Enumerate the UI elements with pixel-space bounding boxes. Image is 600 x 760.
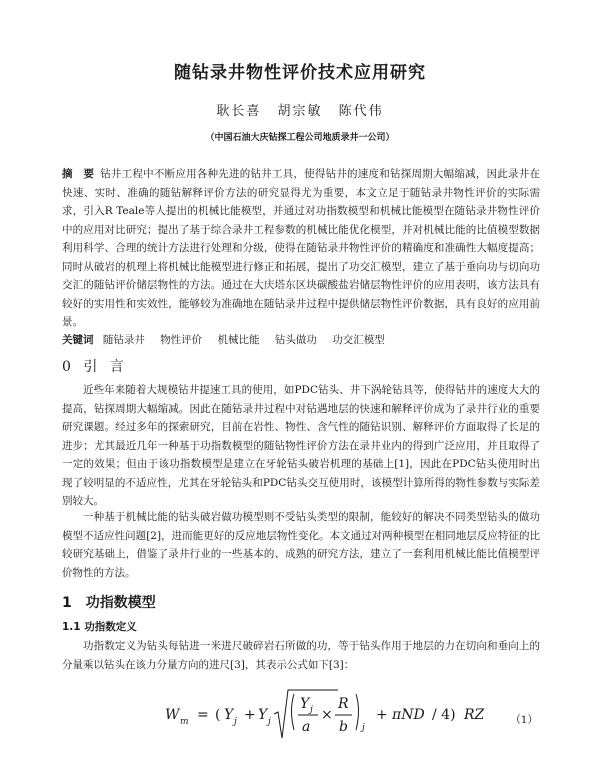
eq-y2-sub: j	[268, 717, 271, 727]
eq-pi-term: πND	[392, 707, 425, 723]
eq-div4: / 4)	[432, 707, 456, 723]
eq-plus2: +	[376, 707, 388, 723]
eq-y1: Y	[224, 707, 234, 723]
abstract-text: 钻井工程中不断应用各种先进的钻井工具，使得钻井的速度和钻探周期大幅缩减，因此录井在快速、实时、准确的随钻解释评价方法的研究显得尤为重要，本文立足于随钻录井物性评价的实际需求，引入R Teale等人提出的机械比能模型，并通过对功指数模型和机械比能模型在随钻录井物性评价中的应用对比研究；提出了基于综合录井工程参数的机械比能优化模型，并对机械比能的比值模型数据利用科学、合理的统计方法进行处理和分级，使得在随钻录井物性评价的精确度和准确性大幅度提高；同时从破岩的机理上将机械比能模型进行修正和拓展，提出了功交汇模型，建立了基于垂向功与切向功交汇的随钻评价储层物性的方法。通过在大庆塔东区块碳酸盐岩储层物性评价的应用表明，该方法具有较好的实用性和实效性，能够较为准确地在随钻录井过程中提供储层物性评价数据，具有良好的应用前景。	[62, 168, 541, 328]
eq-inner-paren-left	[292, 694, 295, 730]
keyword: 机械比能	[217, 334, 260, 346]
eq-plus1: +	[244, 707, 256, 723]
eq-y2: Y	[258, 707, 268, 723]
eq-frac2-sub: j	[362, 723, 365, 733]
eq-open-paren: (	[215, 707, 221, 723]
eq-rz: RZ	[464, 707, 485, 723]
body-paragraph: 功指数定义为钻头每钻进一米进尺破碎岩石所做的功，等于钻头作用于地层的力在切向和垂向上的分量乘以钻头在该力分量方向的进尺[3]，其表示公式如下[3]：	[62, 640, 540, 671]
eq-frac1-den: a	[302, 719, 311, 735]
abstract-label: 摘 要	[62, 168, 95, 180]
keyword: 功交汇模型	[332, 334, 385, 346]
author-list	[0, 100, 600, 119]
eq-frac1-num-sub: j	[310, 705, 313, 715]
keywords	[62, 332, 540, 347]
abstract	[62, 165, 540, 332]
eq-frac2-num: R	[338, 696, 349, 712]
author-name: 胡宗敏	[277, 104, 323, 119]
eq-frac1-num: Y	[300, 696, 310, 712]
eq-y1-sub: j	[234, 717, 237, 727]
body-paragraph: 近些年来随着大规模钻井提速工具的使用，如PDC钻头、井下涡轮钻具等，使得钻井的速度大大的提高，钻探周期大幅缩减。因此在随钻录井过程中对钻遇地层的快速和解释评价成为了录井行业的重要研究课题。经过多年的探索研究，目前在岩性、物性、含气性的随钻识别、解释评价方面取得了长足的进步；尤其最近几年一种基于功指数模型的随钻物性评价方法在录井业内的得到广泛应用，并且取得了一定的效果；但由于该功指数模型是建立在牙轮钻头破岩机理的基础上[1]，因此在PDC钻头使用时出现了较明显的不适应性，尤其在牙轮钻头和PDC钻头交互使用时，该模型计算所得的物性参数与实际差别较大。	[62, 384, 540, 507]
eq-inner-paren-right	[356, 694, 359, 730]
equation-number: （1）	[510, 714, 538, 726]
author-name: 陈代伟	[338, 104, 384, 119]
keywords-label: 关键词	[62, 334, 94, 346]
affiliation: （中国石油大庆钻探工程公司地质录井一公司）	[205, 133, 395, 143]
keyword: 钻头做功	[274, 334, 317, 346]
section-heading-introduction: 0 引 言	[62, 359, 128, 375]
eq-times: ×	[321, 707, 333, 723]
eq-lhs: W	[165, 707, 180, 723]
subsection-heading-definition: 1.1 功指数定义	[62, 621, 137, 633]
body-paragraph: 一种基于机械比能的钻头破岩做功模型则不受钻头类型的限制，能较好的解决不同类型钻头的做功模型不适应性问题[2]，进而能更好的反应地层物性变化。本文通过对两种模型在相同地层反应特征的比较研究基础上，借鉴了录井行业的一些基本的、成熟的研究方法，建立了一套利用机械比能比值模型评价物性的方法。	[62, 511, 540, 579]
eq-frac2-den: b	[339, 719, 348, 735]
author-name: 耿长喜	[216, 104, 262, 119]
paper-title: 随钻录井物性评价技术应用研究	[174, 63, 426, 83]
eq-lhs-sub: m	[180, 717, 189, 727]
eq-equals: =	[197, 707, 209, 723]
keyword: 随钻录井	[102, 334, 145, 346]
keyword: 物性评价	[160, 334, 203, 346]
section-heading-work-index-model: 1 功指数模型	[62, 595, 156, 611]
